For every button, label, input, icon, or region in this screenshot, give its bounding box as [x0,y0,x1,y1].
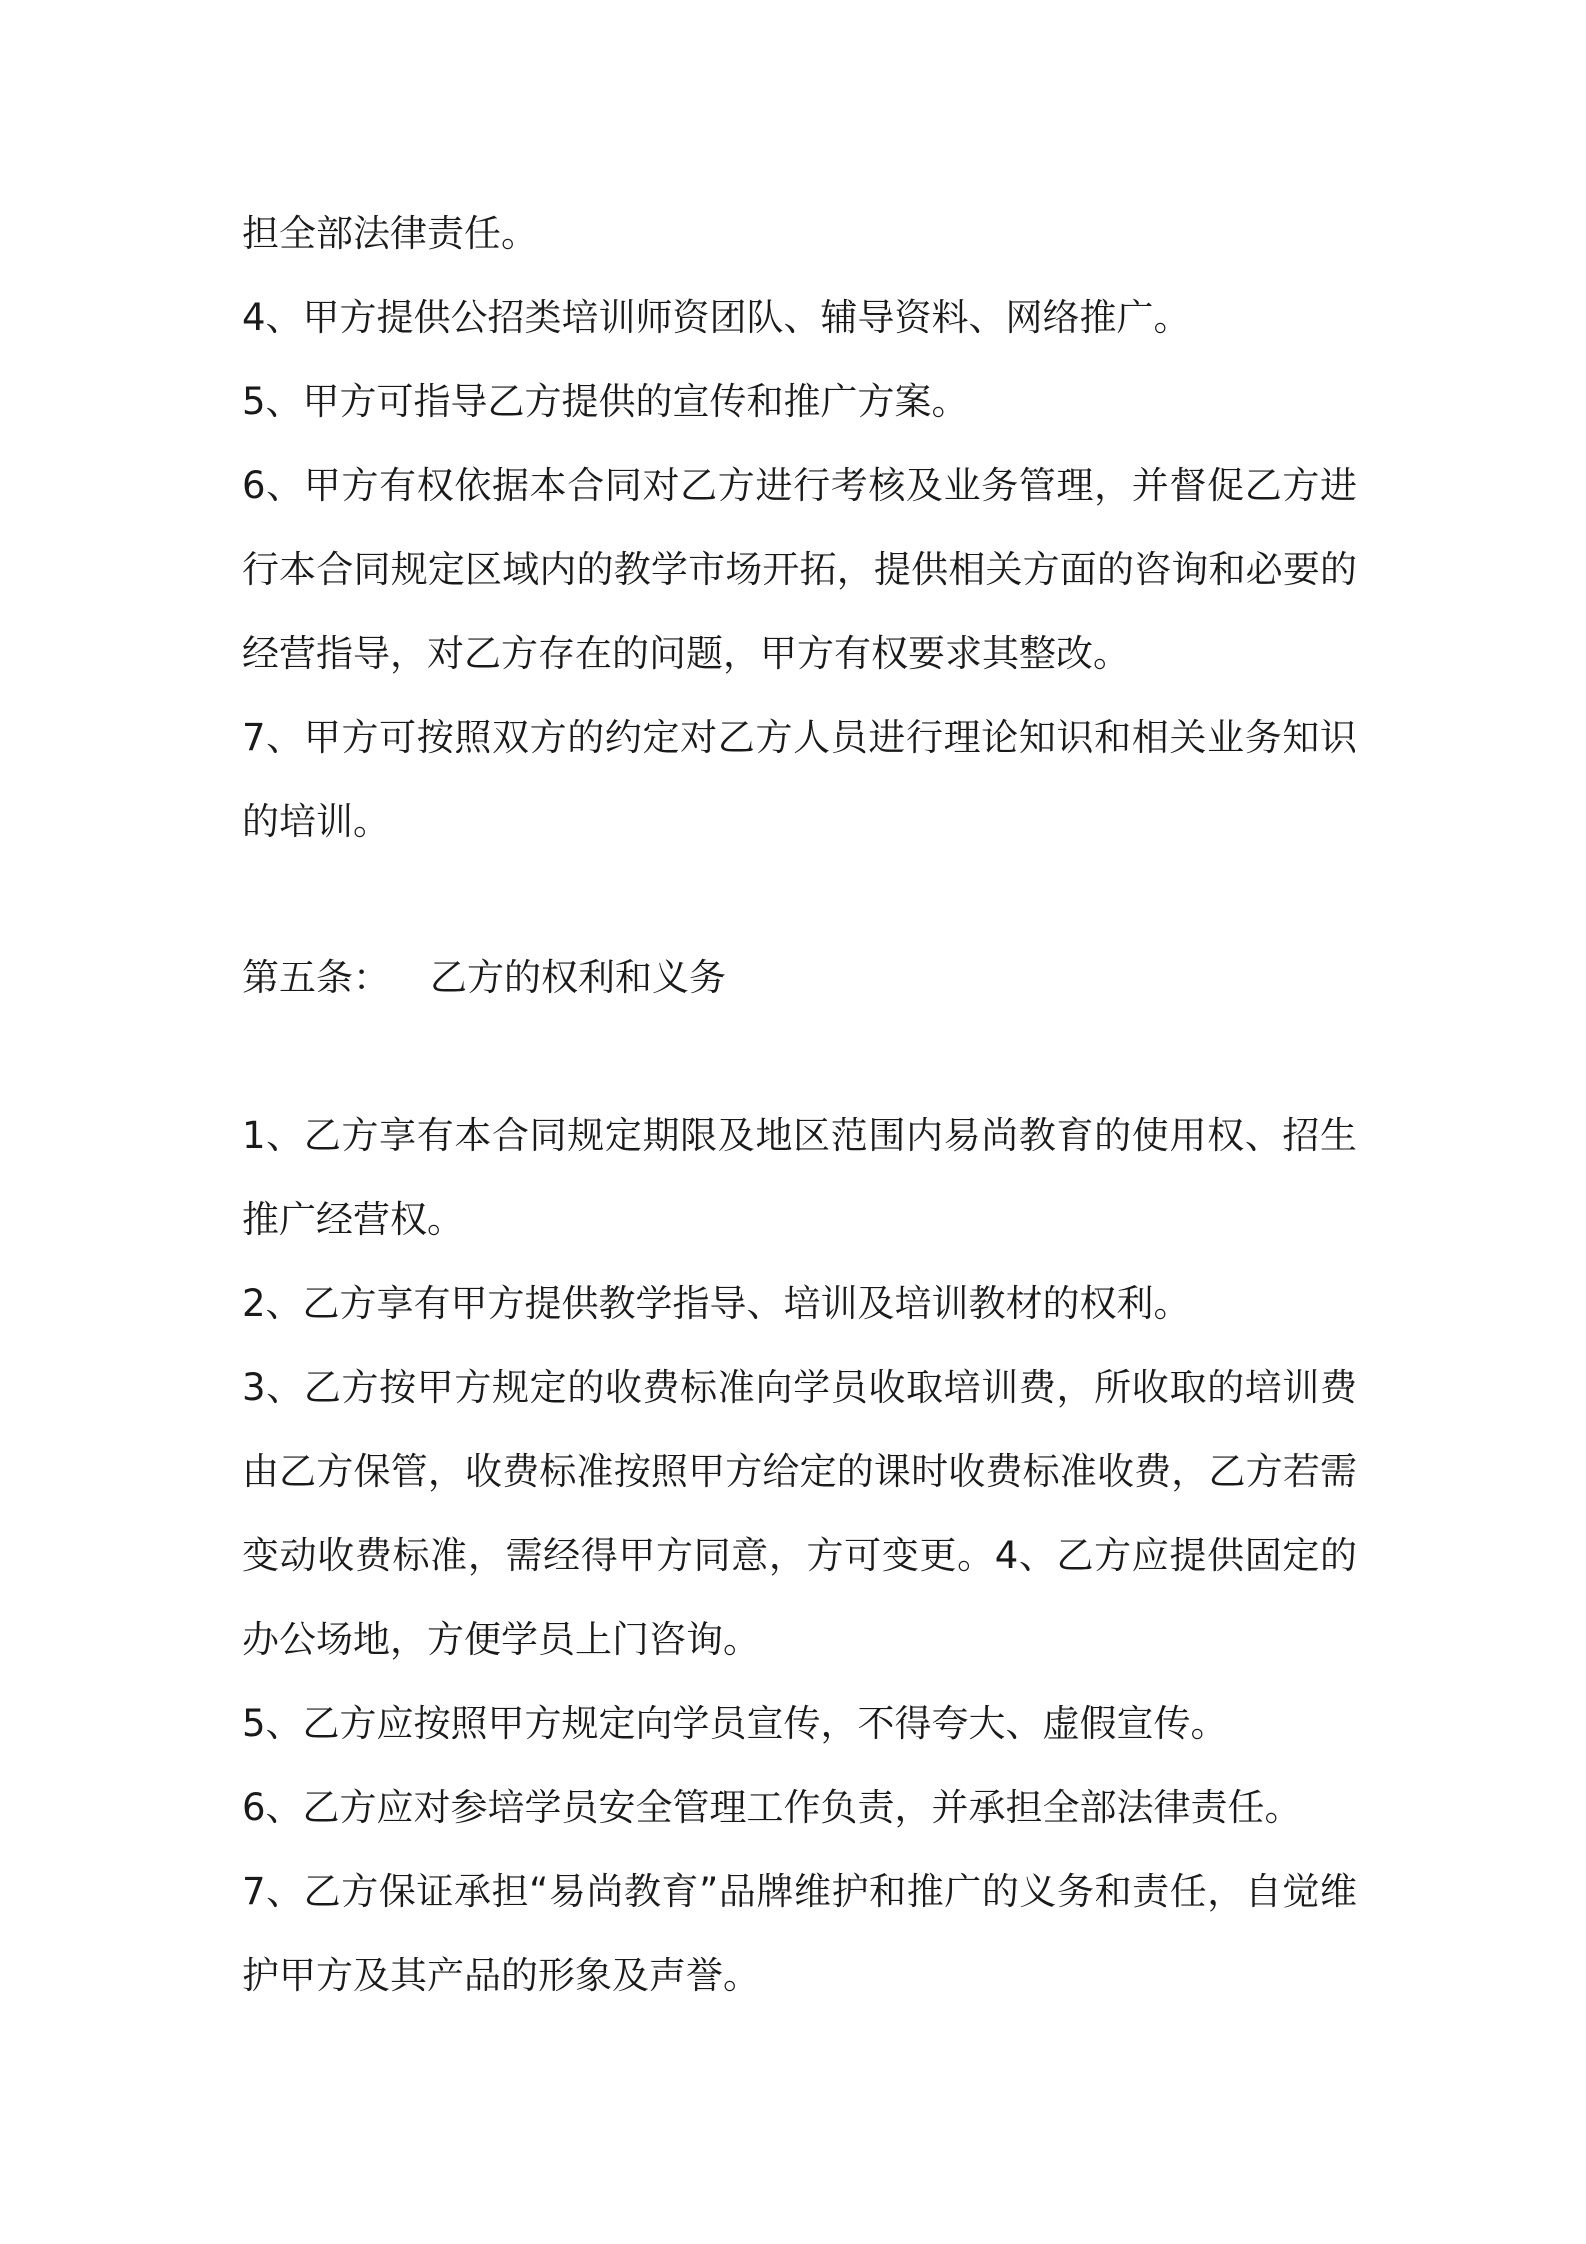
section-heading-title: 乙方的权利和义务 [430,956,726,999]
clause-item: 7、甲方可按照双方的约定对乙方人员进行理论知识和相关业务知识的培训。 [242,716,1357,843]
section-heading [242,936,1357,1020]
clause-item: 7、乙方保证承担“易尚教育”品牌维护和推广的义务和责任，自觉维护甲方及其产品的形象及声誉。 [242,1870,1357,1997]
clause-item: 5、乙方应按照甲方规定向学员宣传，不得夸大、虚假宣传。 [242,1702,1228,1745]
document-body [242,192,1357,2018]
clause-item: 4、甲方提供公招类培训师资团队、辅导资料、网络推广。 [242,296,1191,339]
clause-item: 6、甲方有权依据本合同对乙方进行考核及业务管理，并督促乙方进行本合同规定区域内的教学市场开拓，提供相关方面的咨询和必要的经营指导，对乙方存在的问题，甲方有权要求其整改。 [242,464,1357,675]
clause-item: 1、乙方享有本合同规定期限及地区范围内易尚教育的使用权、招生推广经营权。 [242,1114,1357,1241]
clause-item: 3、乙方按甲方规定的收费标准向学员收取培训费，所收取的培训费由乙方保管，收费标准按照甲方给定的课时收费标准收费，乙方若需变动收费标准，需经得甲方同意，方可变更。4、乙方应提供固定的办公场地，方便学员上门咨询。 [242,1366,1357,1661]
clause-item: 2、乙方享有甲方提供教学指导、培训及培训教材的权利。 [242,1282,1191,1325]
section-heading-label: 第五条： [242,956,390,999]
paragraph-continuation: 担全部法律责任。 [242,212,538,255]
clause-item: 5、甲方可指导乙方提供的宣传和推广方案。 [242,380,969,423]
clause-item: 6、乙方应对参培学员安全管理工作负责，并承担全部法律责任。 [242,1786,1302,1829]
